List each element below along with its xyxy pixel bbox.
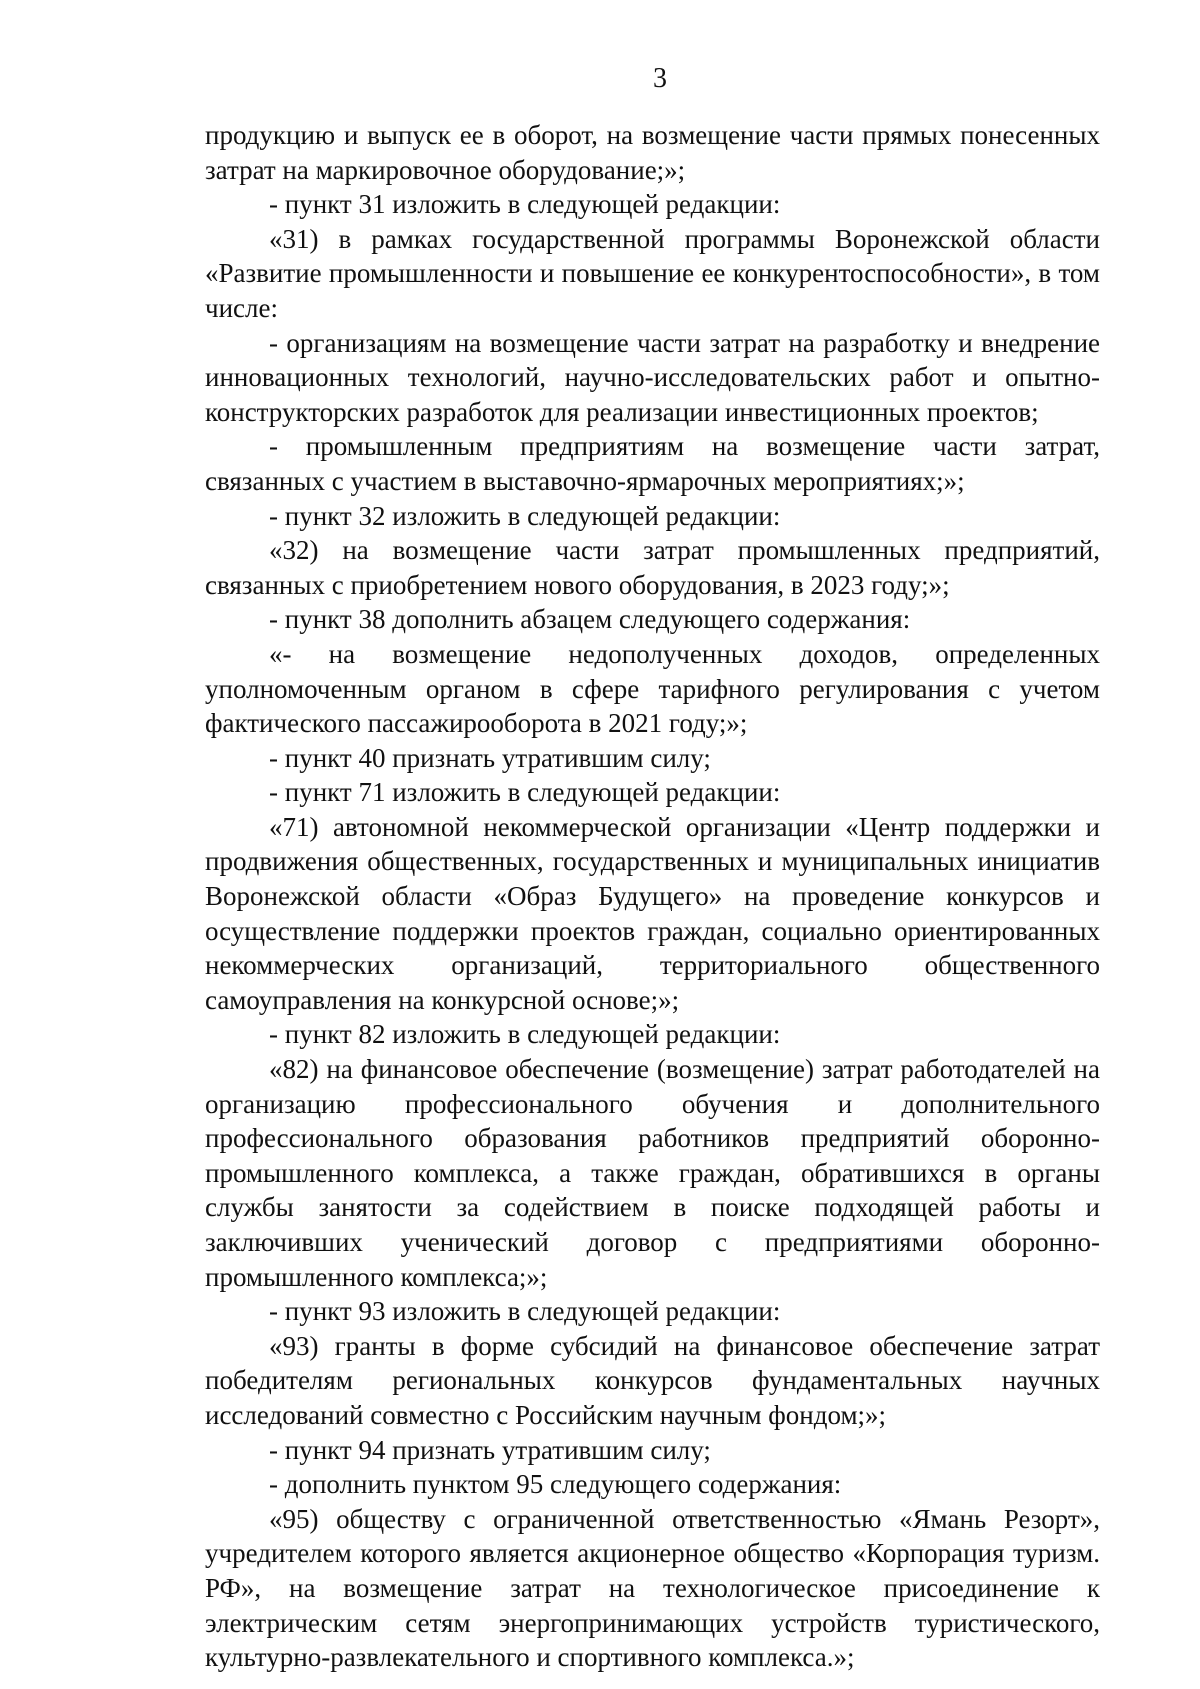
page-number: 3	[653, 63, 667, 94]
paragraph-item-95: «95) обществу с ограниченной ответственностью «Ямань Резорт», учредителем которого является акционерное общество «Корпорация туризм. РФ», на возмещение затрат на технологическое присоединение к электрическим сетям энергопринимающих устройств туристического, культурно-развлекательного и спортивного комплекса.»;	[205, 1503, 1100, 1673]
paragraph-item-38-addition: «- на возмещение недополученных доходов, определенных уполномоченным органом в сфере тарифного регулирования с учетом фактического пассажирооборота в 2021 году;»;	[205, 638, 1100, 739]
paragraph-instruction-38: - пункт 38 дополнить абзацем следующего содержания:	[269, 604, 911, 635]
paragraph-instruction-32: - пункт 32 изложить в следующей редакции:	[269, 500, 781, 531]
paragraph-instruction-95: - дополнить пунктом 95 следующего содержания:	[269, 1469, 842, 1500]
paragraph-instruction-71: - пункт 71 изложить в следующей редакции:	[269, 777, 781, 808]
paragraph-instruction-93: - пункт 93 изложить в следующей редакции:	[269, 1296, 781, 1327]
paragraph-continuation: продукцию и выпуск ее в оборот, на возмещение части прямых понесенных затрат на маркировочное оборудование;»;	[205, 120, 1100, 185]
paragraph-item-31-sub-2: - промышленным предприятиям на возмещение части затрат, связанных с участием в выставочно-ярмарочных мероприятиях;»;	[205, 431, 1100, 496]
paragraph-item-31-sub-1: - организациям на возмещение части затрат на разработку и внедрение инновационных технологий, научно-исследовательских работ и опытно-конструкторских разработок для реализации инвестиционных проектов;	[205, 327, 1100, 427]
paragraph-instruction-94: - пункт 94 признать утратившим силу;	[269, 1434, 711, 1465]
paragraph-item-31: «31) в рамках государственной программы Воронежской области «Развитие промышленности и повышение ее конкурентоспособности», в том числе:	[205, 223, 1100, 323]
paragraph-instruction-82: - пункт 82 изложить в следующей редакции:	[269, 1019, 781, 1050]
paragraph-item-71: «71) автономной некоммерческой организации «Центр поддержки и продвижения общественных, государственных и муниципальных инициатив Воронежской области «Образ Будущего» на проведение конкурсов и осуществление поддержки проектов граждан, социально ориентированных некоммерческих организаций, территориального общественного самоуправления на конкурсной основе;»;	[205, 811, 1100, 1015]
paragraph-instruction-31: - пункт 31 изложить в следующей редакции:	[269, 189, 781, 220]
paragraph-item-93: «93) гранты в форме субсидий на финансовое обеспечение затрат победителям региональных конкурсов фундаментальных научных исследований совместно с Российским научным фондом;»;	[205, 1330, 1100, 1430]
document-body	[205, 118, 1100, 1675]
paragraph-item-32: «32) на возмещение части затрат промышленных предприятий, связанных с приобретением нового оборудования, в 2023 году;»;	[205, 535, 1100, 600]
paragraph-item-82: «82) на финансовое обеспечение (возмещение) затрат работодателей на организацию профессионального обучения и дополнительного профессионального образования работников предприятий оборонно-промышленного комплекса, а также граждан, обратившихся в органы службы занятости за содействием в поиске подходящей работы и заключивших ученический договор с предприятиями оборонно-промышленного комплекса;»;	[205, 1054, 1100, 1292]
paragraph-instruction-40: - пункт 40 признать утратившим силу;	[269, 742, 711, 773]
